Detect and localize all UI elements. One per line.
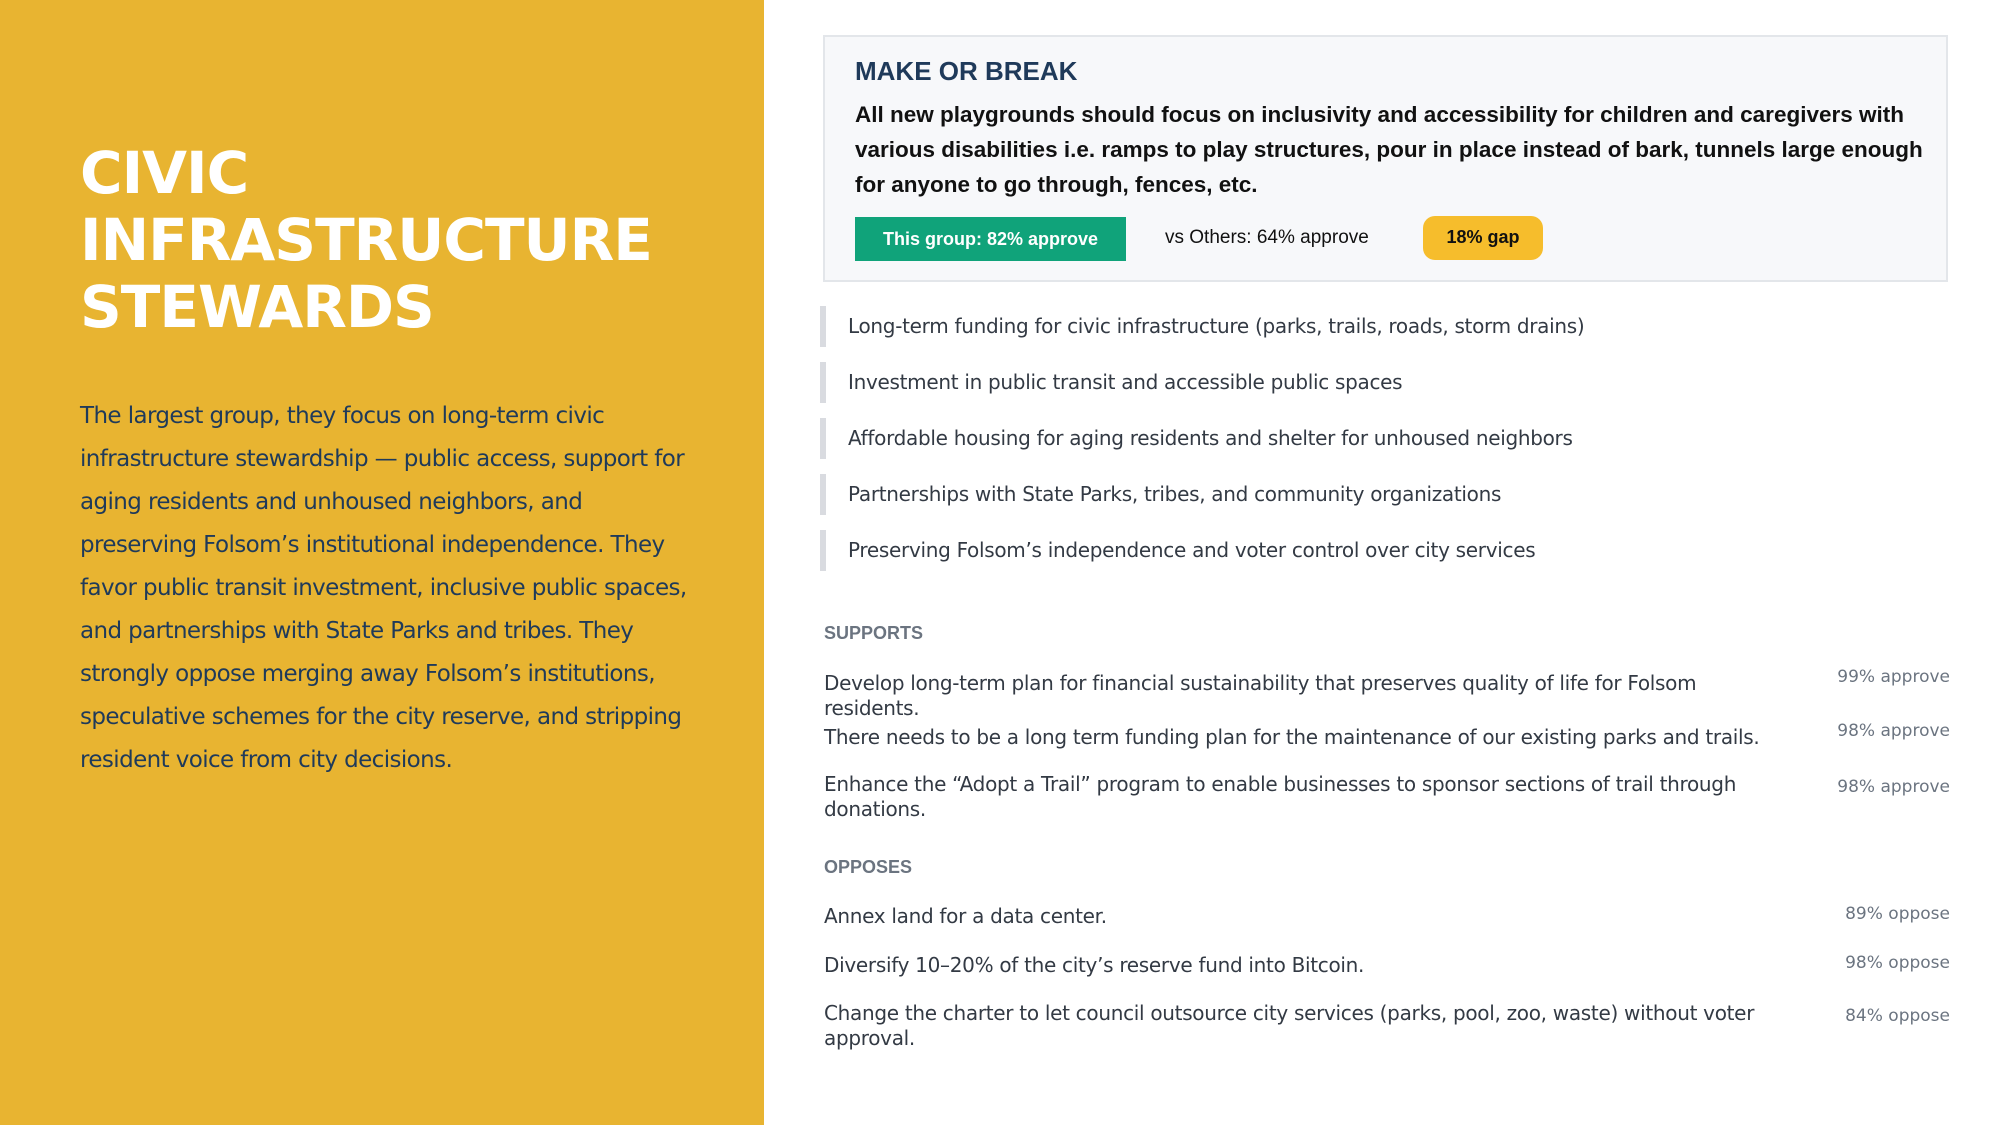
group-panel xyxy=(0,0,764,1125)
oppose-statement: Annex land for a data center. xyxy=(824,904,1107,928)
make-or-break-card xyxy=(823,35,1948,282)
oppose-percent: 98% oppose xyxy=(1845,953,1950,973)
oppose-statement: Change the charter to let council outsource city services (parks, pool, zoo, waste) without voter approval. xyxy=(824,1001,1755,1050)
priority-item: Affordable housing for aging residents and shelter for unhoused neighbors xyxy=(820,418,1950,459)
gap-badge: 18% gap xyxy=(1423,216,1543,260)
support-percent: 99% approve xyxy=(1837,667,1950,687)
supports-label: SUPPORTS xyxy=(824,623,924,643)
support-statement: Develop long-term plan for financial sustainability that preserves quality of life for Folsom residents. xyxy=(824,671,1697,720)
support-statement: Enhance the “Adopt a Trail” program to enable businesses to sponsor sections of trail through donations. xyxy=(824,772,1737,821)
this-group-badge: This group: 82% approve xyxy=(855,217,1126,261)
support-statement: There needs to be a long term funding plan for the maintenance of our existing parks and trails. xyxy=(824,725,1760,749)
group-title: CIVIC INFRASTRUCTURE STEWARDS xyxy=(80,139,652,341)
make-or-break-heading: MAKE OR BREAK xyxy=(855,56,1078,86)
oppose-statement: Diversify 10–20% of the city’s reserve fund into Bitcoin. xyxy=(824,953,1365,977)
oppose-percent: 84% oppose xyxy=(1845,1006,1950,1026)
priorities-list xyxy=(820,306,1950,586)
support-percent: 98% approve xyxy=(1837,721,1950,741)
group-description: The largest group, they focus on long-term civic infrastructure stewardship — public access, support for aging residents and unhoused neighbors, and preserving Folsom’s institutional independence. They favor public transit investment, inclusive public spaces, and partnerships with State Parks and tribes. They strongly oppose merging away Folsom’s institutions, speculative schemes for the city reserve, and stripping resident voice from city decisions. xyxy=(80,403,687,773)
opposes-label: OPPOSES xyxy=(824,857,913,877)
priority-item: Preserving Folsom’s independence and voter control over city services xyxy=(820,530,1950,571)
support-percent: 98% approve xyxy=(1837,777,1950,797)
priority-item: Investment in public transit and accessible public spaces xyxy=(820,362,1950,403)
priority-item: Partnerships with State Parks, tribes, and community organizations xyxy=(820,474,1950,515)
make-or-break-statement: All new playgrounds should focus on inclusivity and accessibility for children and caregivers with various disabilities i.e. ramps to play structures, pour in place instead of bark, tunnels large enough for anyone to go through, fences, etc. xyxy=(855,102,1923,197)
others-approval: vs Others: 64% approve xyxy=(1165,227,1369,248)
oppose-percent: 89% oppose xyxy=(1845,904,1950,924)
priority-item: Long-term funding for civic infrastructure (parks, trails, roads, storm drains) xyxy=(820,306,1950,347)
